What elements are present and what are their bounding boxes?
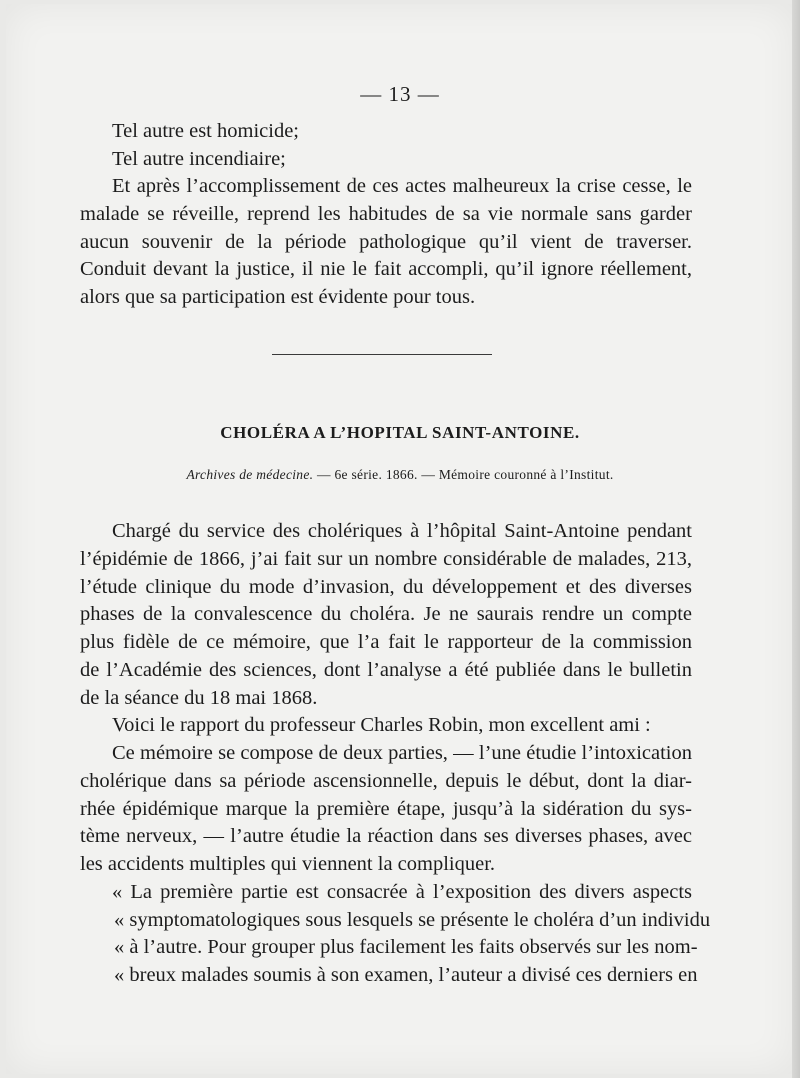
text-line: Et après l’accomplissement de ces actes malheureux la crise cesse, le (112, 175, 692, 197)
text-line: Ce mémoire se compose de deux parties, — l’une étudie l’intoxication (112, 742, 692, 764)
section-title: CHOLÉRA A L’HOPITAL SAINT-ANTOINE. (220, 423, 580, 442)
text-line: plus fidèle de ce mémoire, que l’a fait le rapporteur de la commission (80, 631, 692, 653)
text-line: Chargé du service des cholériques à l’hôpital Saint-Antoine pendant (112, 520, 692, 542)
text-line: cholérique dans sa période ascensionnelle, depuis le début, dont la diar- (80, 770, 692, 792)
text-line: alors que sa participation est évidente pour tous. (80, 286, 476, 308)
text-line: de la séance du 18 mai 1868. (80, 687, 318, 709)
text-line: de l’Académie des sciences, dont l’analyse a été publiée dans le bulletin (80, 659, 692, 681)
text-line: aucun souvenir de la période pathologique qu’il vient de traverser. (80, 231, 692, 253)
text-line: l’étude clinique du mode d’invasion, du développement et des diverses (80, 576, 692, 598)
text-line: « breux malades soumis à son examen, l’auteur a divisé ces derniers en (114, 964, 698, 986)
text-line: « symptomatologiques sous lesquels se présente le choléra d’un individu (114, 909, 711, 931)
source-citation (0, 467, 800, 483)
text-line: les accidents multiples qui viennent la compliquer. (80, 853, 496, 875)
text-line: tème nerveux, — l’autre étudie la réaction dans ses diverses phases, avec (80, 825, 692, 847)
source-details: — 6e série. 1866. — Mémoire couronné à l’Institut. (313, 467, 614, 482)
source-journal: Archives de médecine. (186, 467, 314, 482)
section-divider (272, 354, 492, 355)
text-line: Tel autre est homicide; (112, 120, 299, 142)
text-line: « La première partie est consacrée à l’exposition des divers aspects (112, 881, 692, 903)
text-line: l’épidémie de 1866, j’ai fait sur un nombre considérable de malades, 213, (80, 548, 692, 570)
text-line: Conduit devant la justice, il nie le fait accompli, qu’il ignore réellement, (80, 258, 692, 280)
text-line: « à l’autre. Pour grouper plus facilement les faits observés sur les nom- (114, 936, 698, 958)
text-line: Tel autre incendiaire; (112, 148, 286, 170)
text-line: phases de la convalescence du choléra. Je ne saurais rendre un compte (80, 603, 692, 625)
text-line: rhée épidémique marque la première étape, jusqu’à la sidération du sys- (80, 798, 692, 820)
text-line: Voici le rapport du professeur Charles Robin, mon excellent ami : (112, 714, 651, 736)
page-edge (792, 0, 800, 1078)
page-number: — 13 — (360, 82, 440, 106)
text-line: malade se réveille, reprend les habitudes de sa vie normale sans garder (80, 203, 692, 225)
